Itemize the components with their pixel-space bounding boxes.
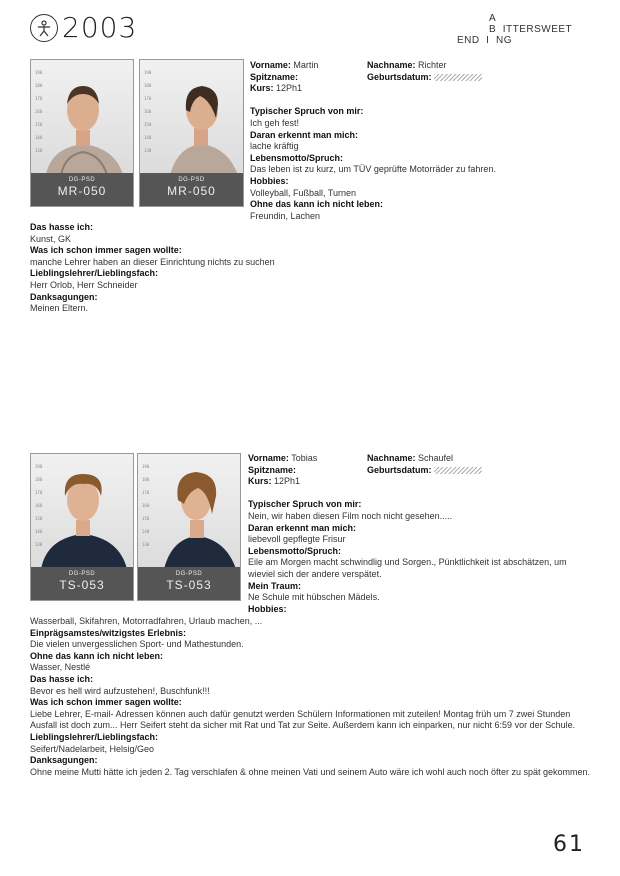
field-label: Hobbies:	[248, 603, 287, 614]
portrait-photo-front: 190 180 170 160 150 140 130 DG-PSD TS-053	[30, 453, 134, 601]
person-front-image	[31, 454, 134, 569]
field-label: Was ich schon immer sagen wollte:	[30, 697, 182, 708]
field-value: lache kräftig	[250, 141, 299, 152]
field-value: Ne Schule mit hübschen Mädels.	[248, 592, 380, 603]
field-label: Ohne das kann ich nicht leben:	[250, 199, 384, 210]
redacted-scribble	[434, 74, 482, 81]
field-value: Kunst, GK	[30, 233, 72, 244]
field-label: Typischer Spruch von mir:	[248, 499, 362, 510]
entry1-info	[250, 60, 590, 222]
label-kurs: Kurs:	[250, 83, 274, 94]
redacted-scribble	[434, 467, 482, 474]
label-geburtsdatum: Geburtsdatum:	[367, 71, 432, 82]
field-value: Die vielen unvergesslichen Sport- und Mathestunden.	[30, 639, 244, 650]
field-value: Das leben ist zu kurz, um TÜV geprüfte Motorräder zu fahren.	[250, 164, 496, 175]
value-kurs: 12Ph1	[274, 476, 301, 487]
field-label: Ohne das kann ich nicht leben:	[30, 650, 164, 661]
photo-label-small: DG-PSD	[175, 571, 203, 577]
field-value: Herr Orlob, Herr Schneider	[30, 279, 138, 290]
photo-label-small: DG-PSD	[68, 571, 96, 577]
field-label: Das hasse ich:	[30, 222, 94, 232]
field-value-hobbies: Wasserball, Skifahren, Motorradfahren, Urlaub machen, ...	[30, 616, 263, 626]
page-number: 61	[553, 832, 585, 857]
field-value: Ohne meine Mutti hätte ich jeden 2. Tag verschlafen & ohne meinen Vati und seinem Auto wäre ich wohl auch noch öfter zu spät gekommen.	[30, 766, 590, 777]
label-nachname: Nachname:	[367, 60, 416, 70]
field-value: Liebe Lehrer, E-mail- Adressen können auch dafür genutzt werden Schülern Informationen mit zuteilen! Montag früh um 7 zwei Stunden Ausfall ist doch zum... Herr Seifert steht da sicher mit Rat und Tat zur Seite. Außerdem kann ich einparken, nur nicht 6:59 vor der Schule.	[30, 708, 576, 731]
entry2-info	[248, 453, 593, 615]
field-label: Daran erkennt man mich:	[248, 522, 357, 533]
photo-code: TS-053	[59, 578, 105, 592]
field-label: Das hasse ich:	[30, 673, 94, 684]
value-kurs: 12Ph1	[276, 83, 303, 94]
value-nachname: Schaufel	[418, 453, 454, 463]
figure-icon	[34, 18, 54, 38]
label-spitzname: Spitzname:	[250, 71, 299, 82]
brand-line-3: END I NG	[457, 35, 513, 46]
field-value: Bevor es hell wird aufzustehen!, Buschfunk!!!	[30, 685, 210, 696]
entry2-more-info	[30, 616, 592, 778]
year-title: 2003	[62, 11, 138, 44]
field-label: Lebensmotto/Spruch:	[250, 152, 344, 163]
field-value: Wasser, Nestlé	[30, 662, 91, 673]
label-kurs: Kurs:	[248, 476, 272, 487]
field-value: Eile am Morgen macht schwindlig und Sorgen., Pünktlichkeit ist abschätzen, um wieviel sich der andere verspätet.	[248, 557, 567, 579]
value-vorname: Martin	[293, 60, 319, 70]
field-value: liebevoll gepflegte Frisur	[248, 534, 346, 545]
field-label: Lieblingslehrer/Lieblingsfach:	[30, 731, 159, 742]
field-value: Meinen Eltern.	[30, 303, 89, 314]
person-front-image	[31, 60, 134, 175]
field-label: Lieblingslehrer/Lieblingsfach:	[30, 268, 159, 279]
photo-code: MR-050	[57, 184, 107, 198]
field-label: Hobbies:	[250, 175, 289, 186]
portrait-photo-front: 190 180 170 160 150 140 130 DG-PSD MR-050	[30, 59, 134, 207]
field-value: Freundin, Lachen	[250, 210, 321, 221]
field-label: Mein Traum:	[248, 580, 302, 591]
label-spitzname: Spitzname:	[248, 464, 297, 475]
label-vorname: Vorname:	[248, 453, 289, 463]
portrait-photo-profile: 190 180 170 160 150 140 130 DG-PSD TS-053	[137, 453, 241, 601]
value-nachname: Richter	[418, 60, 447, 70]
field-label: Danksagungen:	[30, 755, 98, 766]
photo-label-small: DG-PSD	[68, 177, 96, 183]
field-label: Danksagungen:	[30, 291, 98, 302]
brand-line-1: A	[489, 13, 497, 24]
field-label: Was ich schon immer sagen wollte:	[30, 245, 182, 256]
entry1-more-info	[30, 222, 590, 315]
label-geburtsdatum: Geburtsdatum:	[367, 464, 432, 475]
brand-line-2: B ITTERSWEET	[489, 24, 573, 35]
field-value: manche Lehrer haben an dieser Einrichtung nichts zu suchen	[30, 256, 275, 267]
field-label: Typischer Spruch von mir:	[250, 106, 364, 117]
label-nachname: Nachname:	[367, 453, 416, 463]
logo-icon	[30, 14, 58, 42]
photo-code: MR-050	[167, 184, 216, 198]
value-vorname: Tobias	[291, 453, 318, 463]
portrait-photo-profile: 190 180 170 160 150 140 130 DG-PSD MR-050	[139, 59, 244, 207]
person-profile-image	[138, 454, 241, 569]
field-value: Nein, wir haben diesen Film noch nicht gesehen.....	[248, 510, 453, 521]
field-label: Lebensmotto/Spruch:	[248, 545, 342, 556]
field-value: Ich geh fest!	[250, 117, 300, 128]
field-label: Einprägsamstes/witzigstes Erlebnis:	[30, 627, 187, 638]
person-profile-image	[140, 60, 244, 175]
label-vorname: Vorname:	[250, 60, 291, 70]
photo-label-small: DG-PSD	[178, 177, 205, 183]
field-label: Daran erkennt man mich:	[250, 129, 359, 140]
field-value: Volleyball, Fußball, Turnen	[250, 187, 357, 198]
field-value: Seifert/Nadelarbeit, Helsig/Geo	[30, 743, 155, 754]
photo-code: TS-053	[166, 578, 212, 592]
